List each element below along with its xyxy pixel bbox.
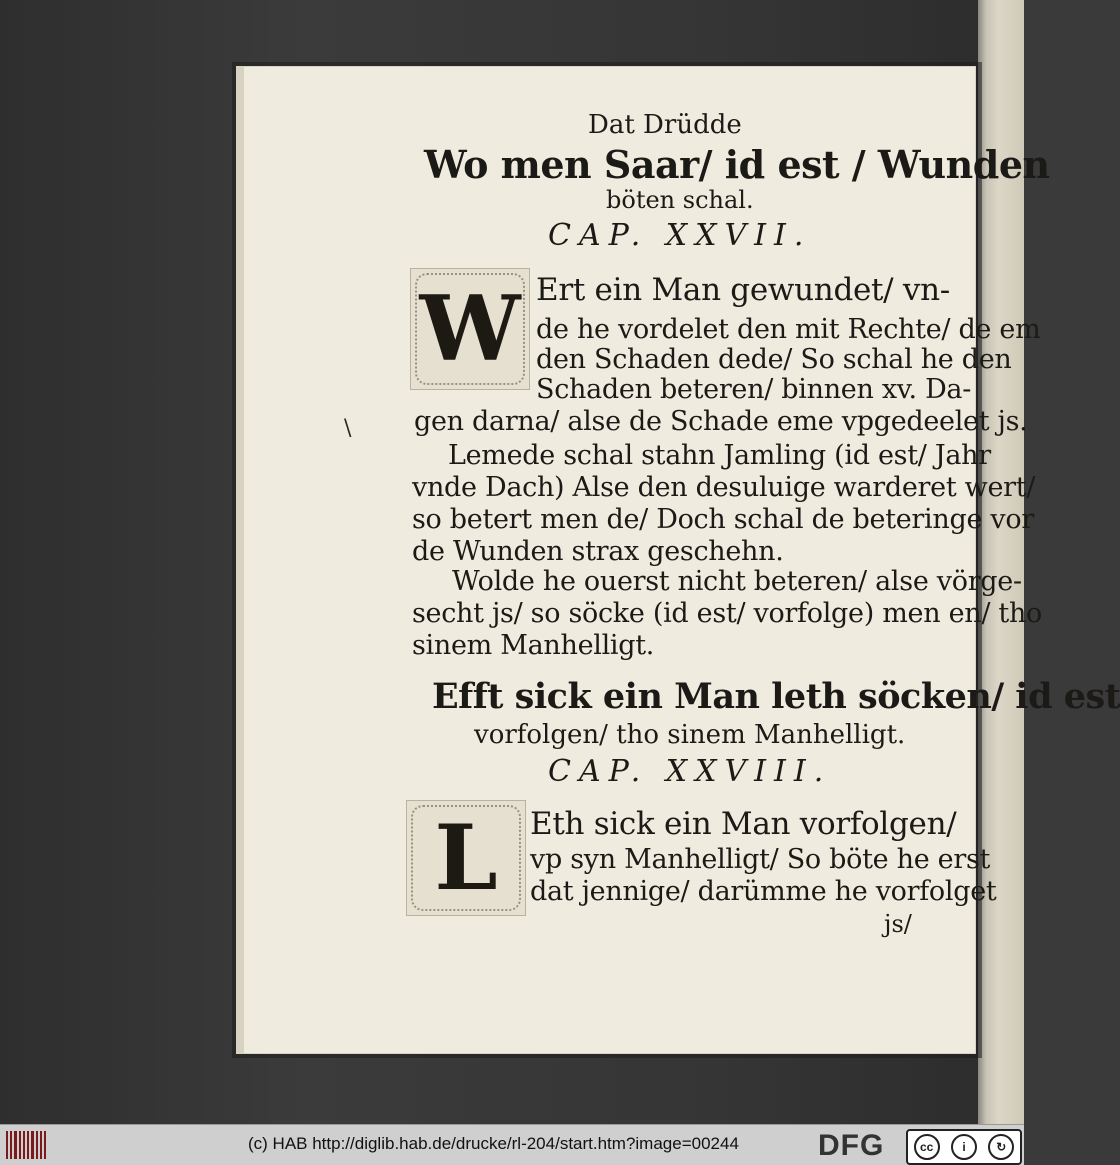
- chapter-27-line-5: gen darna/ alse de Schade eme vpgedeelet js.: [414, 406, 1028, 437]
- chapter-28-line-2: vp syn Manhelligt/ So böte he erst: [530, 844, 991, 875]
- decorated-initial-l: L: [406, 800, 526, 916]
- chapter-27-number: CAP. XXVII.: [548, 218, 812, 253]
- chapter-28-title-cont: vorfolgen/ tho sinem Manhelligt.: [474, 720, 906, 750]
- by-icon: i: [951, 1134, 977, 1160]
- viewer-footer-bar: [0, 1124, 1024, 1165]
- chapter-27-line-1: Ert ein Man gewundet/ vn-: [536, 272, 950, 308]
- page-fold: [236, 66, 244, 1054]
- running-head: Dat Drüdde: [588, 110, 742, 140]
- chapter-27-line-4: Schaden beteren/ binnen xv. Da-: [536, 374, 972, 405]
- chapter-27-line-10: Wolde he ouerst nicht beteren/ alse vörge-: [452, 566, 1022, 597]
- decorated-initial-w: W: [410, 268, 530, 390]
- chapter-28-number: CAP. XXVIII.: [548, 754, 832, 789]
- chapter-27-line-3: den Schaden dede/ So schal he den: [536, 344, 1012, 375]
- chapter-27-line-9: de Wunden strax geschehn.: [412, 536, 784, 567]
- chapter-27-title: Wo men Saar/ id est / Wunden: [424, 142, 1050, 187]
- hab-logo-icon[interactable]: [6, 1131, 46, 1159]
- cc-license-badge[interactable]: [906, 1129, 1022, 1165]
- chapter-27-line-6: Lemede schal stahn Jamling (id est/ Jahr: [448, 440, 991, 471]
- dfg-logo[interactable]: DFG: [818, 1129, 885, 1162]
- copyright-link[interactable]: (c) HAB http://diglib.hab.de/drucke/rl-204/start.htm?image=00244: [248, 1134, 739, 1153]
- sa-icon: ↻: [988, 1134, 1014, 1160]
- chapter-27-line-12: sinem Manhelligt.: [412, 630, 655, 661]
- chapter-27-line-7: vnde Dach) Alse den desuluige warderet wert/: [412, 472, 1036, 503]
- chapter-27-line-11: secht js/ so söcke (id est/ vorfolge) men en/ tho: [412, 598, 1043, 629]
- chapter-27-line-8: so betert men de/ Doch schal de beteringe vor: [412, 504, 1034, 535]
- chapter-28-title: Efft sick ein Man leth söcken/ id est: [432, 676, 1120, 717]
- cc-icon: cc: [914, 1134, 940, 1160]
- chapter-27-line-2: de he vordelet den mit Rechte/ de em: [536, 314, 1041, 345]
- chapter-28-line-1: Eth sick ein Man vorfolgen/: [530, 806, 957, 842]
- chapter-28-line-3: dat jennige/ darümme he vorfolget: [530, 876, 997, 907]
- chapter-27-title-cont: böten schal.: [606, 186, 754, 214]
- catchword: js/: [884, 910, 912, 938]
- margin-mark: \: [344, 416, 352, 441]
